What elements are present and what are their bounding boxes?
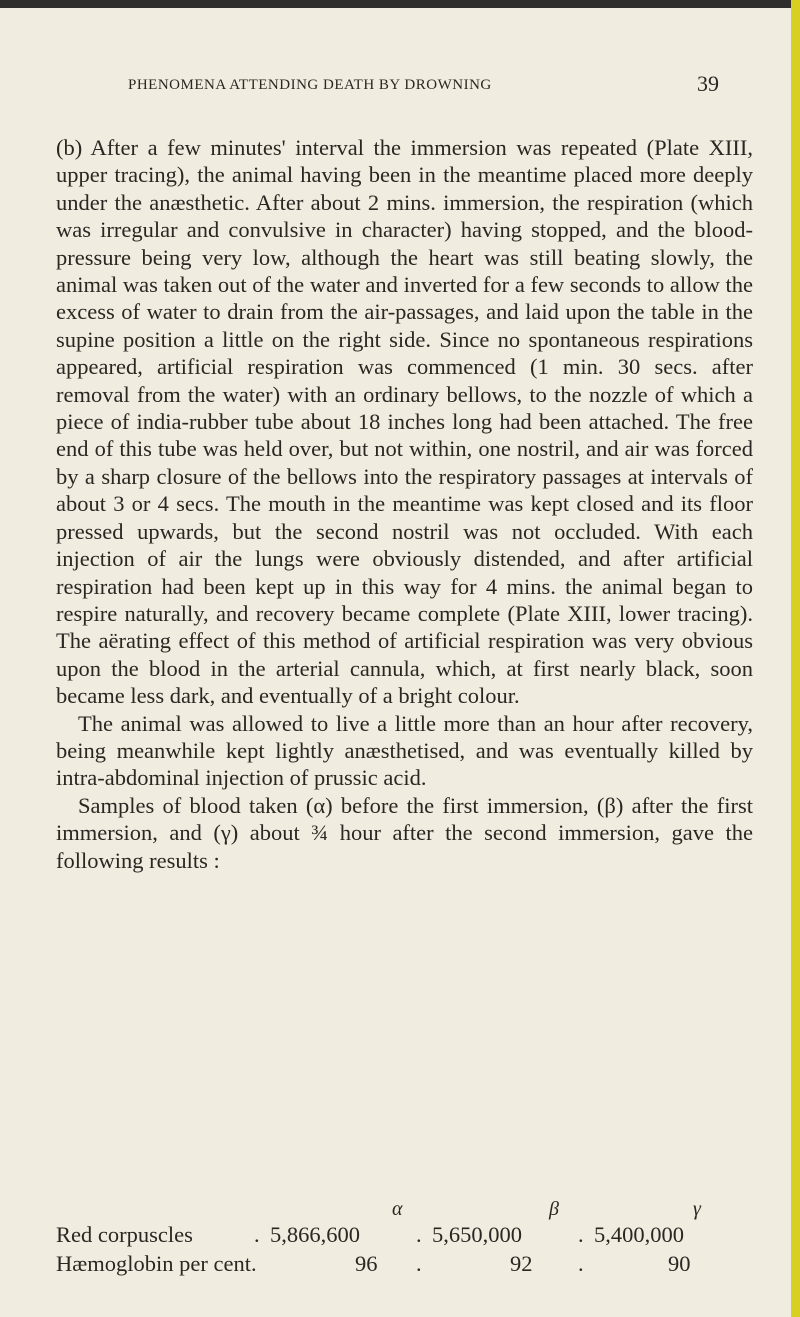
page-header [0, 71, 800, 105]
page-right-edge [791, 0, 800, 1317]
column-gamma: γ [693, 1198, 701, 1220]
paragraph-killed: The animal was allowed to live a little more than an hour after recovery, being meanwhile kept lightly anæsthetised, and was eventually killed by intra-abdominal injection of prussic acid. [56, 710, 753, 791]
page-top-edge [0, 0, 800, 8]
row-sep: . [578, 1251, 584, 1276]
cell-value: 90 [668, 1251, 691, 1276]
cell-value: 5,866,600 [270, 1222, 360, 1247]
cell-value: 96 [355, 1251, 378, 1276]
page-number: 39 [697, 71, 719, 96]
table-row [56, 1249, 756, 1278]
running-head: PHENOMENA ATTENDING DEATH BY DROWNING [128, 77, 492, 93]
cell-value: 5,650,000 [432, 1222, 522, 1247]
paragraph-b: (b) After a few minutes' interval the immersion was repeated (Plate XIII, upper tracing), the animal having been in the meantime placed more deeply under the anæsthetic. After about 2 mins. immersion, the respiration (which was irregular and convulsive in character) having stopped, and the blood-pressure being very low, although the heart was still beating slowly, the animal was taken out of the water and inverted for a few seconds to allow the excess of water to drain from the air-passages, and laid upon the table in the supine position a little on the right side. Since no spontaneous respirations appeared, artificial respiration was commenced (1 min. 30 secs. after removal from the water) with an ordinary bellows, to the nozzle of which a piece of india-rubber tube about 18 inches long had been attached. The free end of this tube was held over, but not within, one nostril, and air was forced by a sharp closure of the bellows into the respiratory passages at intervals of about 3 or 4 secs. The mouth in the meantime was kept closed and its floor pressed upwards, but the second nostril was not occluded. With each injection of air the lungs were obviously distended, and after artificial respiration had been kept up in this way for 4 mins. the animal began to respire naturally, and recovery became complete (Plate XIII, lower tracing). The aërating effect of this method of artificial respiration was very obvious upon the blood in the arterial cannula, which, at first nearly black, soon became less dark, and eventually of a bright colour. [56, 135, 753, 709]
cell-value: 92 [510, 1251, 533, 1276]
row-sep: . [578, 1222, 584, 1247]
row-sep: . [416, 1251, 422, 1276]
row-sep: . [254, 1222, 260, 1247]
row-sep: . [416, 1222, 422, 1247]
results-column-headers [0, 1198, 800, 1222]
column-beta: β [549, 1198, 559, 1220]
table-row [56, 1220, 756, 1249]
cell-value: 5,400,000 [594, 1222, 684, 1247]
row-label: Hæmoglobin per cent. [56, 1251, 257, 1276]
paragraph-samples: Samples of blood taken (α) before the first immersion, (β) after the first immersion, and (γ) about ¾ hour after the second immersion, gave the following results : [56, 792, 753, 873]
column-alpha: α [392, 1198, 403, 1220]
body-text [56, 134, 753, 874]
results-table [56, 1220, 756, 1278]
row-label: Red corpuscles [56, 1222, 193, 1247]
